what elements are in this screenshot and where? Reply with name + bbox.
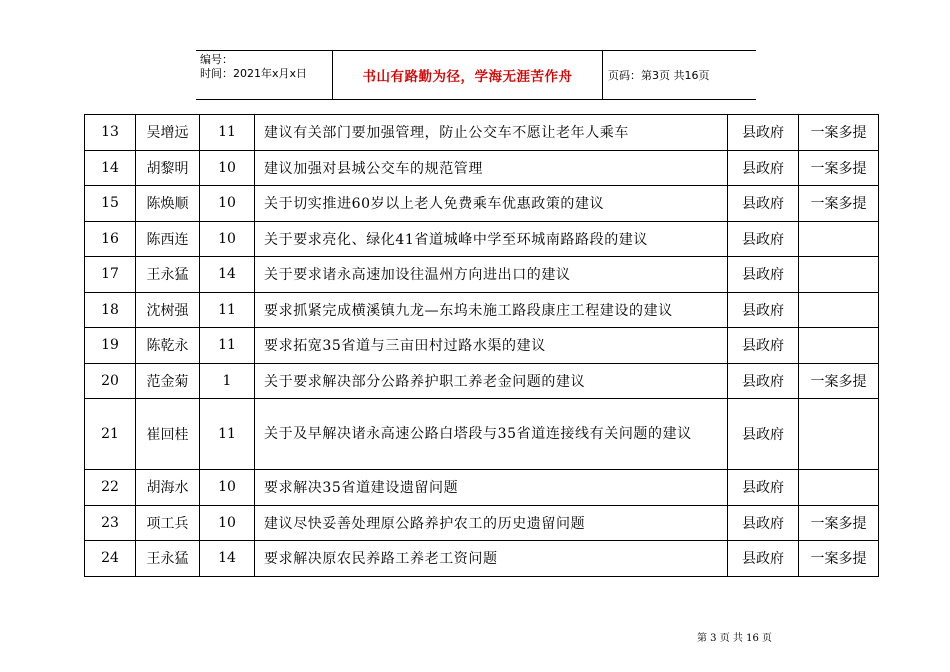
date-label: 时间：2021年x月x日 [200, 67, 308, 80]
table-row [85, 150, 879, 186]
table-row [85, 363, 879, 399]
cosigner-count: 11 [200, 328, 255, 364]
proposal-title: 关于切实推进60岁以上老人免费乘车优惠政策的建议 [255, 186, 728, 222]
remark [799, 399, 879, 470]
cosigner-count: 14 [200, 257, 255, 293]
cosigner-count: 14 [200, 541, 255, 577]
proposal-table [84, 114, 879, 577]
row-number: 19 [85, 328, 136, 364]
handling-department: 县政府 [728, 363, 799, 399]
row-number: 24 [85, 541, 136, 577]
proposer-name: 王永猛 [136, 541, 200, 577]
table-row [85, 292, 879, 328]
row-number: 18 [85, 292, 136, 328]
proposer-name: 项工兵 [136, 505, 200, 541]
row-number: 15 [85, 186, 136, 222]
table-row [85, 505, 879, 541]
handling-department: 县政府 [728, 150, 799, 186]
remark: 一案多提 [799, 363, 879, 399]
cosigner-count: 11 [200, 399, 255, 470]
cosigner-count: 1 [200, 363, 255, 399]
proposer-name: 陈西连 [136, 221, 200, 257]
proposal-title: 关于及早解决诸永高速公路白塔段与35省道连接线有关问题的建议 [255, 399, 728, 470]
handling-department: 县政府 [728, 470, 799, 506]
proposer-name: 范金菊 [136, 363, 200, 399]
row-number: 13 [85, 115, 136, 151]
proposer-name: 吴增远 [136, 115, 200, 151]
handling-department: 县政府 [728, 257, 799, 293]
row-number: 20 [85, 363, 136, 399]
page-footer: 第 3 页 共 16 页 [697, 633, 772, 644]
proposal-title: 建议有关部门要加强管理，防止公交车不愿让老年人乘车 [255, 115, 728, 151]
proposal-title: 要求抓紧完成横溪镇九龙—东坞未施工路段康庄工程建设的建议 [255, 292, 728, 328]
cosigner-count: 10 [200, 186, 255, 222]
table-row [85, 541, 879, 577]
remark [799, 221, 879, 257]
proposer-name: 王永猛 [136, 257, 200, 293]
proposal-title: 要求解决原农民养路工养老工资问题 [255, 541, 728, 577]
proposer-name: 陈乾永 [136, 328, 200, 364]
remark: 一案多提 [799, 115, 879, 151]
proposer-name: 崔回桂 [136, 399, 200, 470]
cosigner-count: 11 [200, 115, 255, 151]
table-row [85, 221, 879, 257]
table-row [85, 470, 879, 506]
handling-department: 县政府 [728, 115, 799, 151]
row-number: 16 [85, 221, 136, 257]
row-number: 21 [85, 399, 136, 470]
cosigner-count: 10 [200, 470, 255, 506]
remark [799, 470, 879, 506]
proposer-name: 陈焕顺 [136, 186, 200, 222]
handling-department: 县政府 [728, 292, 799, 328]
proposal-title: 关于要求解决部分公路养护职工养老金问题的建议 [255, 363, 728, 399]
row-number: 14 [85, 150, 136, 186]
cosigner-count: 10 [200, 221, 255, 257]
proposal-title: 关于要求诸永高速加设往温州方向进出口的建议 [255, 257, 728, 293]
page-header [196, 50, 756, 100]
header-divider [602, 51, 603, 99]
handling-department: 县政府 [728, 186, 799, 222]
row-number: 17 [85, 257, 136, 293]
table-row [85, 399, 879, 470]
proposal-title: 关于要求亮化、绿化41省道城峰中学至环城南路路段的建议 [255, 221, 728, 257]
header-page-label: 页码：第3页 共16页 [608, 69, 710, 82]
cosigner-count: 10 [200, 505, 255, 541]
cosigner-count: 10 [200, 150, 255, 186]
handling-department: 县政府 [728, 221, 799, 257]
handling-department: 县政府 [728, 328, 799, 364]
remark: 一案多提 [799, 186, 879, 222]
remark: 一案多提 [799, 505, 879, 541]
proposer-name: 胡海水 [136, 470, 200, 506]
row-number: 22 [85, 470, 136, 506]
table-row [85, 328, 879, 364]
header-meta [200, 53, 307, 81]
remark: 一案多提 [799, 150, 879, 186]
number-label: 编号： [200, 53, 233, 66]
handling-department: 县政府 [728, 399, 799, 470]
handling-department: 县政府 [728, 505, 799, 541]
header-motto: 书山有路勤为径，学海无涯苦作舟 [362, 69, 573, 85]
remark [799, 328, 879, 364]
proposer-name: 沈树强 [136, 292, 200, 328]
proposal-title: 要求拓宽35省道与三亩田村过路水渠的建议 [255, 328, 728, 364]
proposer-name: 胡黎明 [136, 150, 200, 186]
remark [799, 292, 879, 328]
table-row [85, 115, 879, 151]
cosigner-count: 11 [200, 292, 255, 328]
table-row [85, 257, 879, 293]
handling-department: 县政府 [728, 541, 799, 577]
proposal-title: 建议尽快妥善处理原公路养护农工的历史遗留问题 [255, 505, 728, 541]
remark: 一案多提 [799, 541, 879, 577]
proposal-title: 要求解决35省道建设遗留问题 [255, 470, 728, 506]
table-row [85, 186, 879, 222]
row-number: 23 [85, 505, 136, 541]
proposal-title: 建议加强对县城公交车的规范管理 [255, 150, 728, 186]
remark [799, 257, 879, 293]
